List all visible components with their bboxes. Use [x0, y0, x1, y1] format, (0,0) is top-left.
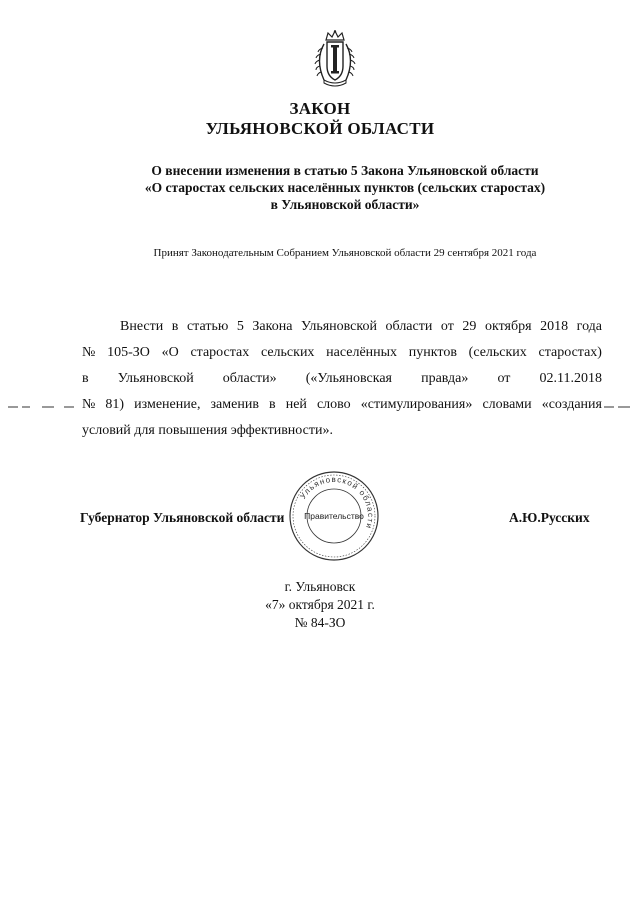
body-word: в: [269, 397, 276, 412]
body-word: 105-ЗО: [107, 345, 150, 360]
body-word: «О: [161, 345, 179, 360]
body-word: пунктов: [408, 345, 457, 360]
body-word: года: [576, 319, 602, 334]
body-text-line: [82, 366, 602, 392]
seal-ring-text: Ульяновской области: [298, 474, 376, 531]
body-word: Ульяновской: [117, 371, 194, 386]
body-word: 29: [462, 319, 477, 334]
law-subject-line: в Ульяновской области»: [270, 197, 420, 212]
footer-city: г. Ульяновск: [284, 579, 356, 594]
body-word: Ульяновской: [301, 319, 377, 334]
body-word: населённых: [326, 345, 398, 360]
margin-dash-mark: [8, 405, 74, 409]
body-word: ней: [285, 397, 307, 412]
body-text-line: [82, 418, 602, 444]
body-word: №: [82, 345, 96, 360]
law-subject: [60, 162, 630, 213]
body-word: от: [497, 371, 511, 386]
body-word: статью: [186, 319, 229, 334]
footer-law-number: № 84-ЗО: [294, 615, 346, 630]
body-word: правда»: [421, 371, 469, 386]
body-word: 2018: [540, 319, 569, 334]
body-text-line: [82, 340, 602, 366]
signatory-title: Губернатор Ульяновской области: [80, 510, 285, 525]
footer-date: «7» октября 2021 г.: [265, 597, 375, 612]
signatory-name: А.Ю.Русских: [509, 510, 590, 525]
body-word: старостах): [538, 345, 602, 360]
body-word: 81): [105, 397, 125, 412]
law-subject-line: «О старостах сельских населённых пунктов (сельских старостах): [144, 180, 546, 195]
law-subject-line: О внесении изменения в статью 5 Закона Ульяновской области: [151, 163, 539, 178]
body-word: октября: [484, 319, 532, 334]
body-word: 5: [236, 319, 244, 334]
body-word: 02.11.2018: [539, 371, 602, 386]
body-word: Внести: [120, 319, 164, 334]
body-word: старостах: [190, 345, 250, 360]
body-word: «стимулирования»: [360, 397, 473, 412]
body-text-line: [82, 314, 602, 340]
body-word: области: [385, 319, 433, 334]
body-word: Закона: [252, 319, 293, 334]
body-text-line: [82, 392, 602, 418]
body-word: заменив: [210, 397, 259, 412]
ulyanovsk-coat-of-arms-icon: [312, 30, 358, 88]
body-word: слово: [316, 397, 351, 412]
body-word: (сельских: [468, 345, 527, 360]
body-word: №: [82, 397, 96, 412]
body-word: сельских: [260, 345, 315, 360]
body-word: условий для повышения эффективности».: [82, 423, 333, 438]
seal-center-text: Правительство: [304, 511, 364, 521]
margin-dash-mark: [604, 405, 630, 409]
law-body-text: [82, 314, 602, 444]
government-seal-icon: [288, 470, 380, 562]
adoption-note: Принят Законодательным Собранием Ульяновской области 29 сентября 2021 года: [153, 247, 537, 259]
body-word: в: [82, 371, 89, 386]
law-title-line2: УЛЬЯНОВСКОЙ ОБЛАСТИ: [205, 119, 435, 138]
body-word: в: [171, 319, 179, 334]
body-word: «создания: [541, 397, 602, 412]
body-word: («Ульяновская: [305, 371, 392, 386]
body-word: словами: [482, 397, 532, 412]
body-word: от: [440, 319, 454, 334]
law-title-line1: ЗАКОН: [289, 99, 351, 118]
body-word: изменение,: [134, 397, 201, 412]
body-word: области»: [222, 371, 277, 386]
